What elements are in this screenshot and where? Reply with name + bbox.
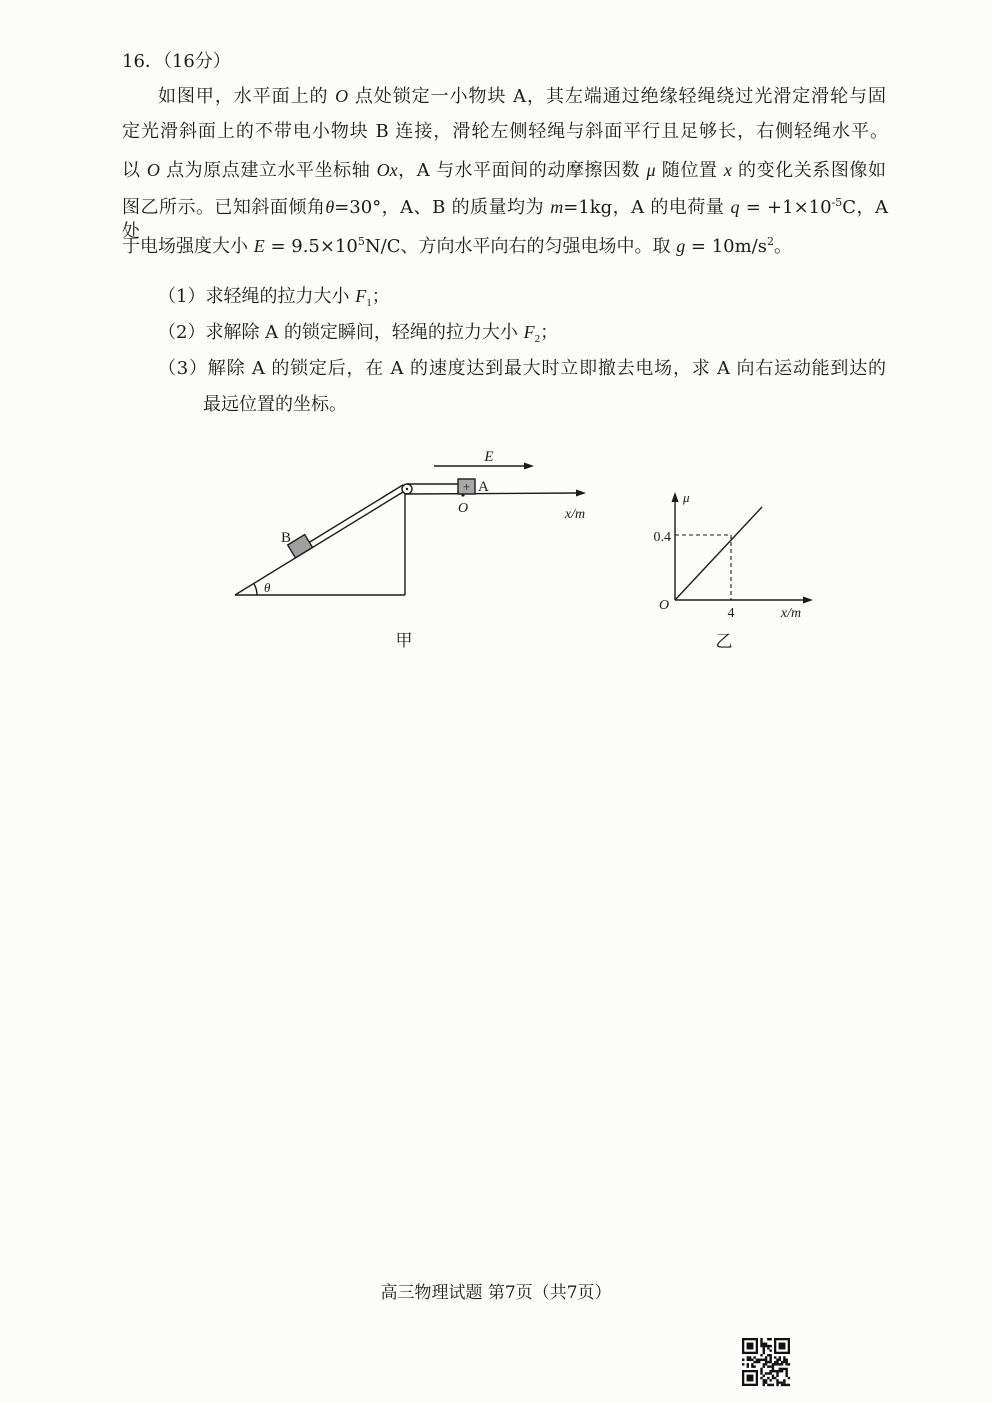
x-axis-label: x/m bbox=[564, 507, 586, 522]
mu-x-line bbox=[675, 507, 762, 600]
text-run: =30°，A、B 的质量均为 bbox=[334, 197, 551, 218]
origin-label: O bbox=[658, 598, 670, 613]
math-variable: μ bbox=[646, 160, 656, 180]
qr-code bbox=[742, 1338, 790, 1386]
text-run: 点处锁定一小物块 A，其左端通过绝缘轻绳绕过光滑定滑轮与固 bbox=[348, 86, 886, 107]
incline-surface bbox=[235, 492, 403, 595]
block-b bbox=[288, 535, 313, 558]
mu-axis-arrowhead bbox=[672, 492, 679, 502]
text-run: 随位置 bbox=[655, 160, 724, 181]
subscript: 1 bbox=[366, 297, 372, 309]
text-run: ，A 与水平面间的动摩擦因数 bbox=[397, 160, 647, 181]
math-variable: x bbox=[723, 160, 732, 180]
angle-arc bbox=[254, 584, 257, 595]
horizontal-surface-x-axis bbox=[405, 493, 578, 494]
figure-jia-caption: 甲 bbox=[395, 631, 413, 650]
superscript: -5 bbox=[831, 196, 843, 209]
math-variable: Ox bbox=[376, 160, 398, 180]
text-run: （2）求解除 A 的锁定瞬间，轻绳的拉力大小 bbox=[158, 322, 524, 343]
math-variable: θ bbox=[325, 197, 335, 217]
math-variable: g bbox=[676, 236, 686, 256]
math-variable: q bbox=[730, 197, 740, 217]
x-axis-label: x/m bbox=[780, 606, 802, 621]
superscript: 5 bbox=[357, 235, 365, 248]
math-variable: E bbox=[253, 236, 265, 256]
x-tick-label: 4 bbox=[727, 606, 735, 621]
figure-yi-caption: 乙 bbox=[715, 632, 733, 651]
text-run: 图乙所示。已知斜面倾角 bbox=[122, 197, 326, 218]
page-footer: 高三物理试题 第7页（共7页） bbox=[380, 1283, 612, 1303]
question-number: 16．（16分） bbox=[122, 51, 231, 72]
text-run: = 9.5×10 bbox=[264, 236, 358, 257]
rope-along-incline bbox=[309, 485, 403, 542]
angle-label: θ bbox=[264, 580, 271, 595]
math-variable: F bbox=[355, 286, 367, 306]
text-run: （3）解除 A 的锁定后，在 A 的速度达到最大时立即撤去电场，求 A 向右运动能到达的 bbox=[158, 358, 886, 379]
block-b-label: B bbox=[280, 530, 292, 546]
math-variable: F bbox=[523, 322, 535, 342]
block-a-charge-sign: + bbox=[462, 479, 471, 494]
text-run: ； bbox=[540, 322, 559, 343]
text-run: N/C、方向水平向右的匀强电场中。取 bbox=[364, 236, 677, 257]
pulley-axle bbox=[406, 488, 408, 490]
superscript: 2 bbox=[767, 235, 774, 248]
field-arrowhead bbox=[524, 463, 534, 470]
math-variable: O bbox=[335, 86, 349, 106]
math-variable: O bbox=[146, 160, 160, 180]
text-run: 定光滑斜面上的不带电小物块 B 连接，滑轮左侧轻绳与斜面平行且足够长，右侧轻绳水平。 bbox=[122, 121, 888, 142]
origin-label: O bbox=[457, 501, 469, 516]
block-a-label: A bbox=[478, 479, 489, 495]
mu-axis-label: μ bbox=[683, 490, 690, 505]
x-axis-arrowhead bbox=[803, 597, 813, 604]
text-run: ； bbox=[371, 286, 390, 307]
text-run: = 10m/s bbox=[685, 236, 767, 257]
text-run: = +1×10 bbox=[739, 197, 832, 218]
block-b-assembly bbox=[288, 477, 407, 558]
text-run: 。 bbox=[774, 236, 792, 257]
math-variable: m bbox=[550, 197, 564, 217]
text-run: 点为原点建立水平坐标轴 bbox=[159, 160, 377, 181]
text-run: （1）求轻绳的拉力大小 bbox=[158, 286, 356, 307]
text-run: 于电场强度大小 bbox=[122, 236, 254, 257]
mu-tick-label: 0.4 bbox=[653, 530, 671, 545]
subscript: 2 bbox=[534, 333, 541, 345]
field-label: E bbox=[484, 449, 494, 465]
text-run: =1kg，A 的电荷量 bbox=[563, 197, 731, 218]
x-axis-arrowhead bbox=[576, 490, 586, 497]
text-run: 如图甲，水平面上的 bbox=[158, 86, 336, 107]
figure-yi bbox=[654, 490, 814, 651]
text-run: 的变化关系图像如 bbox=[731, 160, 886, 181]
figure-jia bbox=[235, 449, 586, 650]
text-run: C，A 处 bbox=[122, 197, 889, 242]
text-run: 以 bbox=[122, 160, 147, 181]
text-run: 最远位置的坐标。 bbox=[203, 394, 347, 415]
